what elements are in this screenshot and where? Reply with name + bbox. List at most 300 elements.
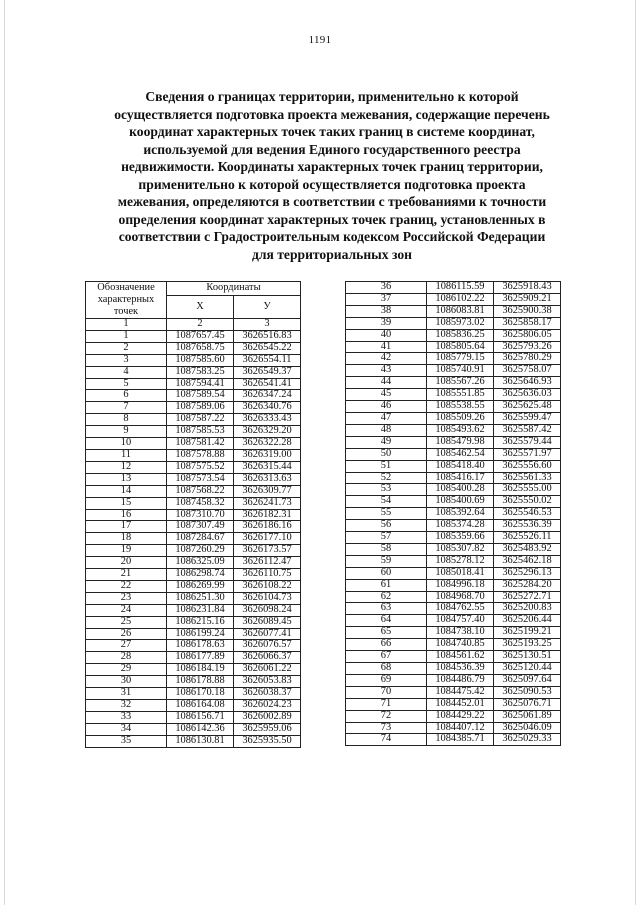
point-number: 56 [346,520,427,532]
table-row [86,461,301,473]
point-number: 47 [346,412,427,424]
coordinate-x: 1087568.22 [167,485,234,497]
coordinate-y: 3625536.39 [494,520,561,532]
point-number: 54 [346,496,427,508]
point-number: 9 [86,426,167,438]
table-row [346,282,561,294]
table-body-right [346,282,561,746]
table-row [86,533,301,545]
coordinate-y: 3625909.21 [494,293,561,305]
coordinate-x: 1084740.85 [427,639,494,651]
table-row [346,532,561,544]
table-row [346,567,561,579]
table-row [86,426,301,438]
point-number: 64 [346,615,427,627]
table-row [86,449,301,461]
coordinate-y: 3625483.92 [494,543,561,555]
point-number: 27 [86,640,167,652]
table-row [346,389,561,401]
coordinate-y: 3626340.76 [234,402,301,414]
coordinate-x: 1085493.62 [427,424,494,436]
header-y: У [234,296,301,319]
column-number-1: 1 [86,319,167,331]
point-number: 13 [86,473,167,485]
point-number: 15 [86,497,167,509]
table-row [346,293,561,305]
coordinate-y: 3625636.03 [494,389,561,401]
header-designation: Обозначение характерных точек [86,282,167,319]
table-row [346,698,561,710]
coordinate-y: 3625646.93 [494,377,561,389]
header-x: X [167,296,234,319]
point-number: 3 [86,354,167,366]
table-row [346,341,561,353]
point-number: 23 [86,592,167,604]
coordinate-x: 1086083.81 [427,305,494,317]
table-row [346,424,561,436]
coordinate-y: 3626076.57 [234,640,301,652]
coordinate-x: 1087587.22 [167,414,234,426]
coordinate-y: 3626089.45 [234,616,301,628]
point-number: 68 [346,663,427,675]
title-line: недвижимости. Координаты характерных точек границ территории, [121,159,543,174]
coordinate-y: 3625900.38 [494,305,561,317]
point-number: 1 [86,330,167,342]
point-number: 41 [346,341,427,353]
table-row [86,557,301,569]
title-line: для территориальных зон [252,246,412,262]
coordinate-y: 3625130.51 [494,651,561,663]
point-number: 42 [346,353,427,365]
point-number: 45 [346,389,427,401]
coordinate-x: 1086177.89 [167,652,234,664]
point-number: 43 [346,365,427,377]
coordinate-x: 1086199.24 [167,628,234,640]
coordinate-y: 3625199.21 [494,627,561,639]
point-number: 73 [346,722,427,734]
table-row [346,460,561,472]
point-number: 63 [346,603,427,615]
coordinate-x: 1085740.91 [427,365,494,377]
point-number: 12 [86,461,167,473]
point-number: 70 [346,686,427,698]
coordinate-x: 1086115.59 [427,282,494,294]
coordinate-x: 1084757.40 [427,615,494,627]
point-number: 7 [86,402,167,414]
coordinate-x: 1085462.54 [427,448,494,460]
coordinate-y: 3626241.73 [234,497,301,509]
point-number: 72 [346,710,427,722]
coordinate-x: 1085416.17 [427,472,494,484]
coordinate-x: 1087658.75 [167,342,234,354]
coordinate-x: 1087310.70 [167,509,234,521]
coordinate-x: 1084762.55 [427,603,494,615]
point-number: 33 [86,711,167,723]
point-number: 10 [86,438,167,450]
coordinate-x: 1085567.26 [427,377,494,389]
point-number: 14 [86,485,167,497]
table-row [86,569,301,581]
coordinate-y: 3626024.23 [234,700,301,712]
coordinate-y: 3626098.24 [234,604,301,616]
table-row [346,496,561,508]
table-row [86,616,301,628]
point-number: 5 [86,378,167,390]
table-row [346,436,561,448]
point-number: 30 [86,676,167,688]
coordinate-y: 3625272.71 [494,591,561,603]
coordinate-x: 1086184.19 [167,664,234,676]
coordinate-y: 3626329.20 [234,426,301,438]
point-number: 21 [86,569,167,581]
coordinate-x: 1087589.06 [167,402,234,414]
point-number: 34 [86,723,167,735]
coordinate-x: 1087583.25 [167,366,234,378]
coordinate-x: 1086178.88 [167,676,234,688]
table-body-left [86,330,301,747]
point-number: 57 [346,532,427,544]
coordinate-x: 1085307.82 [427,543,494,555]
coordinate-x: 1085509.26 [427,412,494,424]
coordinate-y: 3626066.37 [234,652,301,664]
coordinate-y: 3625206.44 [494,615,561,627]
coordinate-x: 1085359.66 [427,532,494,544]
table-row [346,710,561,722]
coordinates-table-left [85,281,301,748]
coordinate-y: 3625555.00 [494,484,561,496]
coordinate-y: 3626333.43 [234,414,301,426]
coordinate-y: 3625546.53 [494,508,561,520]
table-row [86,652,301,664]
coordinate-y: 3626053.83 [234,676,301,688]
point-number: 40 [346,329,427,341]
table-row [86,509,301,521]
point-number: 2 [86,342,167,354]
table-row [86,604,301,616]
coordinate-y: 3626516.83 [234,330,301,342]
coordinate-y: 3626104.73 [234,592,301,604]
coordinate-x: 1087657.45 [167,330,234,342]
coordinate-x: 1084561.62 [427,651,494,663]
point-number: 60 [346,567,427,579]
coordinate-x: 1086156.71 [167,711,234,723]
point-number: 52 [346,472,427,484]
point-number: 35 [86,735,167,747]
coordinate-y: 3626541.41 [234,378,301,390]
scan-edge-left [4,0,5,905]
table-row [346,353,561,365]
coordinate-y: 3625599.47 [494,412,561,424]
coordinate-x: 1087581.42 [167,438,234,450]
scan-edge-right [635,0,636,905]
table-row [86,438,301,450]
coordinate-y: 3625120.44 [494,663,561,675]
coordinate-x: 1084452.01 [427,698,494,710]
point-number: 29 [86,664,167,676]
column-number-2: 2 [167,319,234,331]
table-row [86,735,301,747]
table-row [346,615,561,627]
point-number: 26 [86,628,167,640]
point-number: 58 [346,543,427,555]
coordinate-y: 3626173.57 [234,545,301,557]
title-line: осуществляется подготовка проекта межевания, содержащие перечень [114,106,550,122]
coordinate-x: 1085551.85 [427,389,494,401]
coordinate-y: 3625780.29 [494,353,561,365]
table-row [346,520,561,532]
coordinate-y: 3625918.43 [494,282,561,294]
coordinate-y: 3626177.10 [234,533,301,545]
coordinate-x: 1086170.18 [167,688,234,700]
coordinate-x: 1086231.84 [167,604,234,616]
coordinate-x: 1087284.67 [167,533,234,545]
coordinate-y: 3625550.02 [494,496,561,508]
table-row [86,366,301,378]
coordinate-x: 1084968.70 [427,591,494,603]
coordinate-y: 3625462.18 [494,555,561,567]
coordinate-y: 3626186.16 [234,521,301,533]
table-row [86,354,301,366]
point-number: 59 [346,555,427,567]
title-line: межевания, определяются в соответствии с требованиями к точности [117,194,547,209]
coordinate-x: 1086251.30 [167,592,234,604]
table-row [346,603,561,615]
table-row [86,378,301,390]
coordinate-x: 1087260.29 [167,545,234,557]
coordinate-x: 1085479.98 [427,436,494,448]
coordinate-y: 3625959.06 [234,723,301,735]
table-row [346,734,561,746]
point-number: 19 [86,545,167,557]
table-row [346,412,561,424]
title-line: координат характерных точек таких границ в системе координат, [129,124,535,139]
table-row [346,639,561,651]
coordinate-y: 3626549.37 [234,366,301,378]
coordinate-x: 1085018.41 [427,567,494,579]
table-row [346,317,561,329]
coordinate-y: 3626182.31 [234,509,301,521]
coordinate-x: 1084536.39 [427,663,494,675]
coordinate-x: 1086325.09 [167,557,234,569]
point-number: 4 [86,366,167,378]
coordinate-x: 1084475.42 [427,686,494,698]
point-number: 69 [346,674,427,686]
table-row [346,448,561,460]
point-number: 74 [346,734,427,746]
coordinate-y: 3625284.20 [494,579,561,591]
coordinate-x: 1085278.12 [427,555,494,567]
table-row [86,664,301,676]
point-number: 61 [346,579,427,591]
coordinate-y: 3625571.97 [494,448,561,460]
point-number: 39 [346,317,427,329]
table-row [86,700,301,712]
coordinate-x: 1087589.54 [167,390,234,402]
table-row [346,377,561,389]
point-number: 31 [86,688,167,700]
point-number: 51 [346,460,427,472]
point-number: 38 [346,305,427,317]
coordinate-y: 3626347.24 [234,390,301,402]
coordinate-x: 1087594.41 [167,378,234,390]
point-number: 18 [86,533,167,545]
coordinate-y: 3625061.89 [494,710,561,722]
table-row [86,723,301,735]
coordinate-x: 1087573.54 [167,473,234,485]
table-row [86,521,301,533]
coordinate-y: 3625076.71 [494,698,561,710]
table-row [86,640,301,652]
coordinate-y: 3626112.47 [234,557,301,569]
coordinate-y: 3626554.11 [234,354,301,366]
coordinate-y: 3625296.13 [494,567,561,579]
point-number: 44 [346,377,427,389]
coordinate-y: 3626077.41 [234,628,301,640]
coordinate-x: 1086130.81 [167,735,234,747]
point-number: 25 [86,616,167,628]
coordinate-x: 1084486.79 [427,674,494,686]
point-number: 46 [346,401,427,413]
coordinate-y: 3625029.33 [494,734,561,746]
point-number: 48 [346,424,427,436]
point-number: 16 [86,509,167,521]
coordinate-x: 1086102.22 [427,293,494,305]
coordinate-x: 1087585.53 [167,426,234,438]
table-row [86,580,301,592]
table-row [86,711,301,723]
table-row [346,329,561,341]
point-number: 36 [346,282,427,294]
coordinate-y: 3626110.75 [234,569,301,581]
table-row [346,484,561,496]
coordinate-x: 1085374.28 [427,520,494,532]
coordinate-y: 3625193.25 [494,639,561,651]
table-row [346,591,561,603]
coordinate-x: 1086178.63 [167,640,234,652]
coordinate-x: 1085418.40 [427,460,494,472]
coordinate-y: 3625556.60 [494,460,561,472]
header-coordinates: Координаты [167,282,301,296]
point-number: 71 [346,698,427,710]
title-line: определения координат характерных точек границ, установленных в [118,211,546,227]
coordinate-x: 1084429.22 [427,710,494,722]
point-number: 65 [346,627,427,639]
point-number: 66 [346,639,427,651]
table-row [346,508,561,520]
table-row [346,627,561,639]
coordinate-x: 1085805.64 [427,341,494,353]
point-number: 49 [346,436,427,448]
point-number: 55 [346,508,427,520]
table-row [86,473,301,485]
coordinate-y: 3625625.48 [494,401,561,413]
coordinate-y: 3625097.64 [494,674,561,686]
point-number: 67 [346,651,427,663]
point-number: 11 [86,449,167,461]
table-row [86,688,301,700]
coordinate-x: 1085973.02 [427,317,494,329]
coordinate-y: 3625561.33 [494,472,561,484]
coordinate-x: 1086298.74 [167,569,234,581]
coordinate-y: 3625046.09 [494,722,561,734]
coordinate-x: 1085400.69 [427,496,494,508]
coordinate-y: 3625090.53 [494,686,561,698]
coordinate-y: 3625526.11 [494,532,561,544]
coordinate-y: 3626309.77 [234,485,301,497]
coordinate-y: 3625758.07 [494,365,561,377]
point-number: 6 [86,390,167,402]
coordinate-y: 3625858.17 [494,317,561,329]
table-row [86,402,301,414]
coordinate-y: 3625200.83 [494,603,561,615]
coordinate-y: 3625579.44 [494,436,561,448]
coordinate-y: 3626315.44 [234,461,301,473]
point-number: 24 [86,604,167,616]
coordinate-x: 1086164.08 [167,700,234,712]
table-row [346,579,561,591]
table-row [86,592,301,604]
point-number: 22 [86,580,167,592]
point-number: 28 [86,652,167,664]
page-number: 1191 [308,34,332,46]
table-row [346,686,561,698]
table-row [86,342,301,354]
coordinate-y: 3625793.26 [494,341,561,353]
coordinate-y: 3626108.22 [234,580,301,592]
table-row [346,651,561,663]
point-number: 20 [86,557,167,569]
point-number: 53 [346,484,427,496]
coordinate-x: 1084385.71 [427,734,494,746]
point-number: 37 [346,293,427,305]
table-row [346,663,561,675]
coordinate-x: 1086269.99 [167,580,234,592]
coordinate-x: 1085392.64 [427,508,494,520]
table-row [346,722,561,734]
table-row [346,305,561,317]
title-line: соответствии с Градостроительным кодексом Российской Федерации [118,229,546,244]
table-row [86,545,301,557]
table-row [346,543,561,555]
table-row [346,555,561,567]
point-number: 62 [346,591,427,603]
coordinate-x: 1085779.15 [427,353,494,365]
coordinate-y: 3625806.05 [494,329,561,341]
table-row [346,365,561,377]
coordinate-x: 1087458.32 [167,497,234,509]
coordinates-table-right [345,281,561,746]
coordinate-x: 1085400.28 [427,484,494,496]
point-number: 8 [86,414,167,426]
table-row [86,414,301,426]
table-row [86,330,301,342]
coordinate-y: 3626002.89 [234,711,301,723]
document-title [82,88,582,263]
point-number: 50 [346,448,427,460]
coordinate-x: 1086142.36 [167,723,234,735]
title-line: используемой для ведения Единого государственного реестра [143,141,521,157]
coordinate-y: 3625587.42 [494,424,561,436]
coordinate-x: 1084407.12 [427,722,494,734]
coordinate-x: 1087307.49 [167,521,234,533]
table-row [346,674,561,686]
coordinate-x: 1084996.18 [427,579,494,591]
coordinate-x: 1084738.10 [427,627,494,639]
coordinate-x: 1085836.25 [427,329,494,341]
coordinate-y: 3625935.50 [234,735,301,747]
coordinate-x: 1087578.88 [167,449,234,461]
table-row [346,472,561,484]
